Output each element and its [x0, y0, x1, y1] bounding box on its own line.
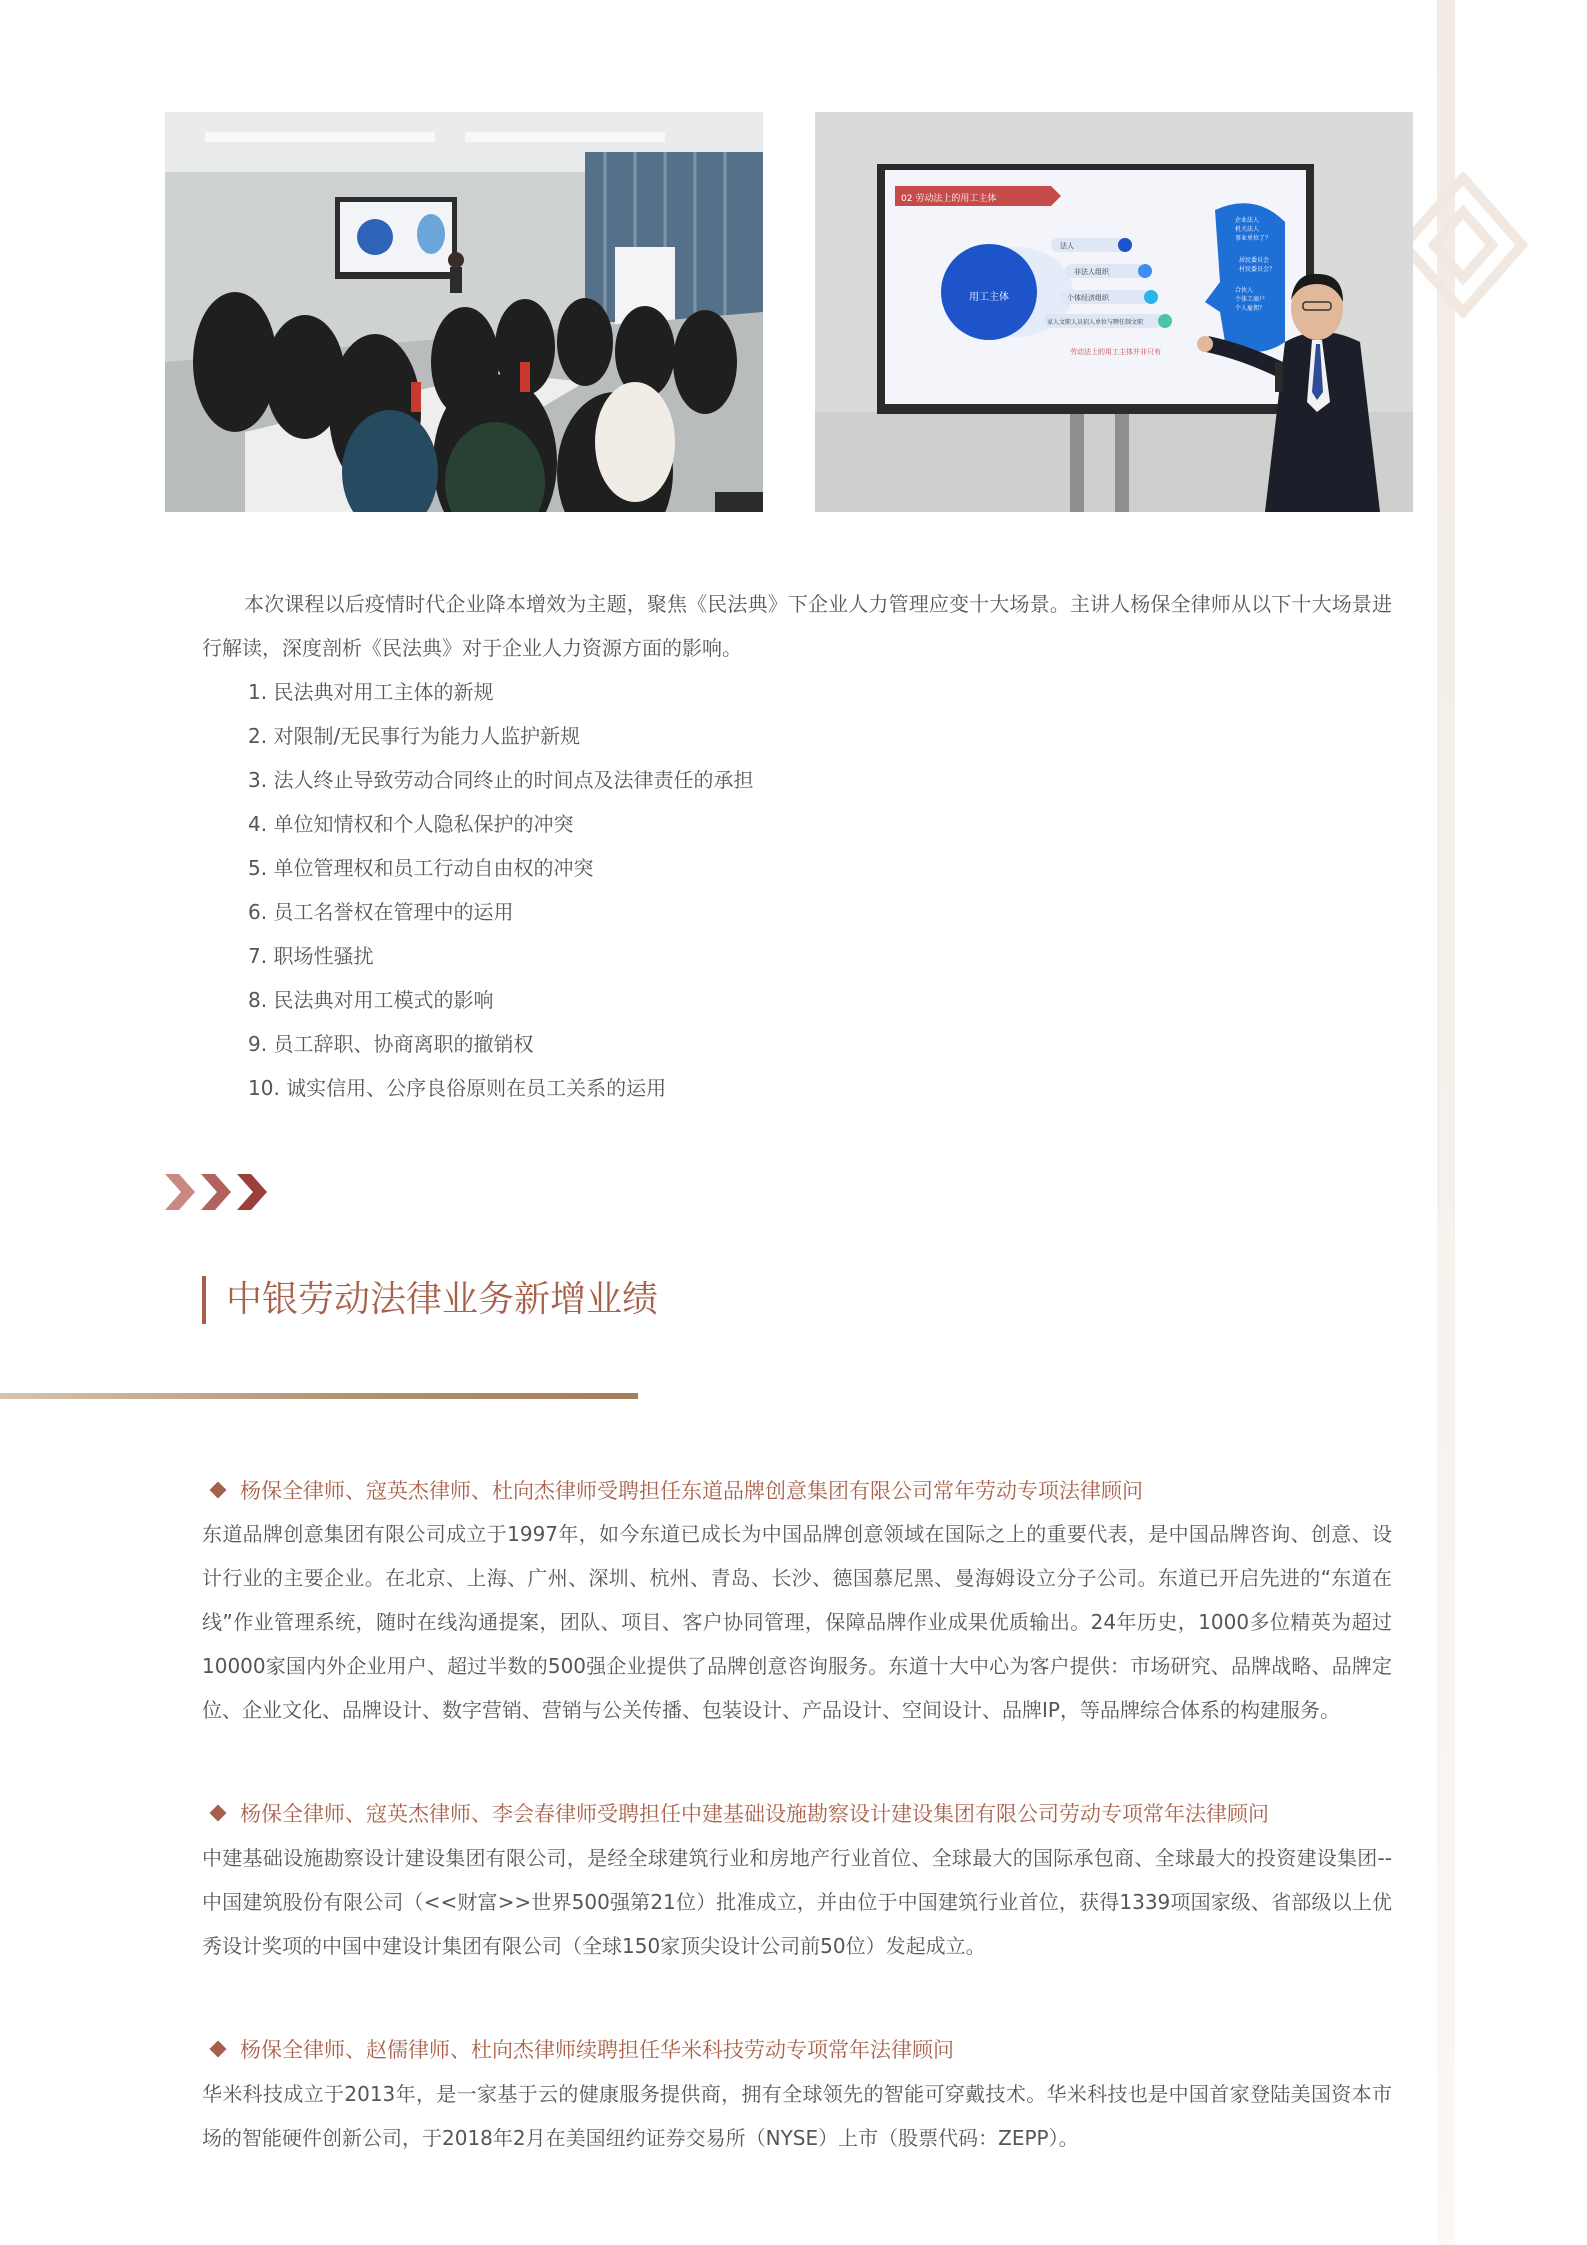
slide-footer-text: 劳动法上的用工主体并非只有 [1070, 348, 1161, 356]
topic-item-7: 7. 职场性骚扰 [248, 944, 374, 968]
seminar-classroom-photo [165, 112, 763, 512]
slide-center-text: 用工主体 [969, 292, 1009, 303]
diamond-bullet-icon [210, 2041, 227, 2058]
topic-item-10: 10. 诚实信用、公序良俗原则在员工关系的运用 [248, 1076, 667, 1100]
section-divider [0, 1393, 638, 1399]
section-title: 中银劳动法律业务新增业绩 [202, 1276, 658, 1324]
slide-item-2: 非法人组织 [1074, 268, 1109, 276]
slide-bubble-text-4: 居民委员会 [1239, 257, 1270, 264]
news-item-3-title-text: 杨保全律师、赵儒律师、杜向杰律师续聘担任华米科技劳动专项常年法律顾问 [240, 2038, 954, 2062]
slide-bubble-text-8: 个人雇佣？ [1235, 305, 1266, 312]
slide-item-3: 个体经济组织 [1067, 294, 1109, 302]
topic-item-9: 9. 员工辞职、协商离职的撤销权 [248, 1032, 534, 1056]
slide-bubble-text-5: 村民委员会？ [1239, 266, 1276, 273]
topic-list [248, 670, 753, 1110]
diamond-pattern-decoration [1398, 172, 1528, 318]
topic-item-4: 4. 单位知情权和个人隐私保护的冲突 [248, 812, 574, 836]
news-item-2-title [212, 1797, 1269, 1831]
slide-bubble-text-1: 企业法人 [1235, 217, 1260, 224]
intro-paragraph: 本次课程以后疫情时代企业降本增效为主题，聚焦《民法典》下企业人力管理应变十大场景。主讲人杨保全律师从以下十大场景进行解读，深度剖析《民法典》对于企业人力资源方面的影响。 [202, 592, 1392, 660]
topic-item-6: 6. 员工名誉权在管理中的运用 [248, 900, 514, 924]
news-item-3-body: 华米科技成立于2013年，是一家基于云的健康服务提供商，拥有全球领先的智能可穿戴技术。华米科技也是中国首家登陆美国资本市场的智能硬件创新公司，于2018年2月在美国纽约证券交易所（NYSE）上市（股票代码：ZEPP）。 [202, 2082, 1392, 2150]
slide-bubble-text-3: 事业单位了？ [1235, 235, 1272, 242]
chevron-arrows-icon [165, 1172, 275, 1212]
topic-item-3: 3. 法人终止导致劳动合同终止的时间点及法律责任的承担 [248, 768, 754, 792]
news-item-1-body: 东道品牌创意集团有限公司成立于1997年，如今东道已成长为中国品牌创意领域在国际之上的重要代表，是中国品牌咨询、创意、设计行业的主要企业。在北京、上海、广州、深圳、杭州、青岛、长沙、德国慕尼黑、曼海姆设立分子公司。东道已开启先进的“东道在线”作业管理系统，随时在线沟通提案，团队、项目、客户协同管理，保障品牌作业成果优质输出。24年历史，1000多位精英为超过10000家国内外企业用户、超过半数的500强企业提供了品牌创意咨询服务。东道十大中心为客户提供：市场研究、品牌战略、品牌定位、企业文化、品牌设计、数字营销、营销与公关传播、包装设计、产品设计、空间设计、品牌IP，等品牌综合体系的构建服务。 [202, 1522, 1392, 1722]
news-item-2-body: 中建基础设施勘察设计建设集团有限公司，是经全球建筑行业和房地产行业首位、全球最大的国际承包商、全球最大的投资建设集团--中国建筑股份有限公司（<<财富>>世界500强第21位）批准成立，并由位于中国建筑行业首位，获得1339项国家级、省部级以上优秀设计奖项的中国中建设计集团有限公司（全球150家顶尖设计公司前50位）发起成立。 [202, 1846, 1392, 1958]
decorative-rail [1437, 0, 1455, 2245]
diamond-bullet-icon [210, 1482, 227, 1499]
topic-item-5: 5. 单位管理权和员工行动自由权的冲突 [248, 856, 594, 880]
topic-item-2: 2. 对限制/无民事行为能力人监护新规 [248, 724, 581, 748]
topic-item-8: 8. 民法典对用工模式的影响 [248, 988, 494, 1012]
slide-bubble-text-2: 机关法人 [1235, 226, 1260, 233]
topic-item-1: 1. 民法典对用工主体的新规 [248, 680, 494, 704]
news-item-2-title-text: 杨保全律师、寇英杰律师、李会春律师受聘担任中建基础设施勘察设计建设集团有限公司劳动专项常年法律顾问 [240, 1802, 1269, 1826]
diamond-bullet-icon [210, 1805, 227, 1822]
slide-item-1: 法人 [1060, 242, 1074, 250]
news-item-3-title [212, 2033, 954, 2067]
presenter-slide-photo [815, 112, 1413, 512]
slide-bubble-text-6: 合伙人 [1235, 287, 1254, 294]
slide-item-4: 家人文职人员招人单位与聘任制文职 [1047, 319, 1144, 326]
slide-bubble-text-7: 个体工商户 [1235, 296, 1266, 303]
news-item-1-title-text: 杨保全律师、寇英杰律师、杜向杰律师受聘担任东道品牌创意集团有限公司常年劳动专项法律顾问 [240, 1479, 1143, 1503]
news-item-1-title [212, 1474, 1143, 1508]
slide-header-text: 02 劳动法上的用工主体 [901, 194, 997, 204]
